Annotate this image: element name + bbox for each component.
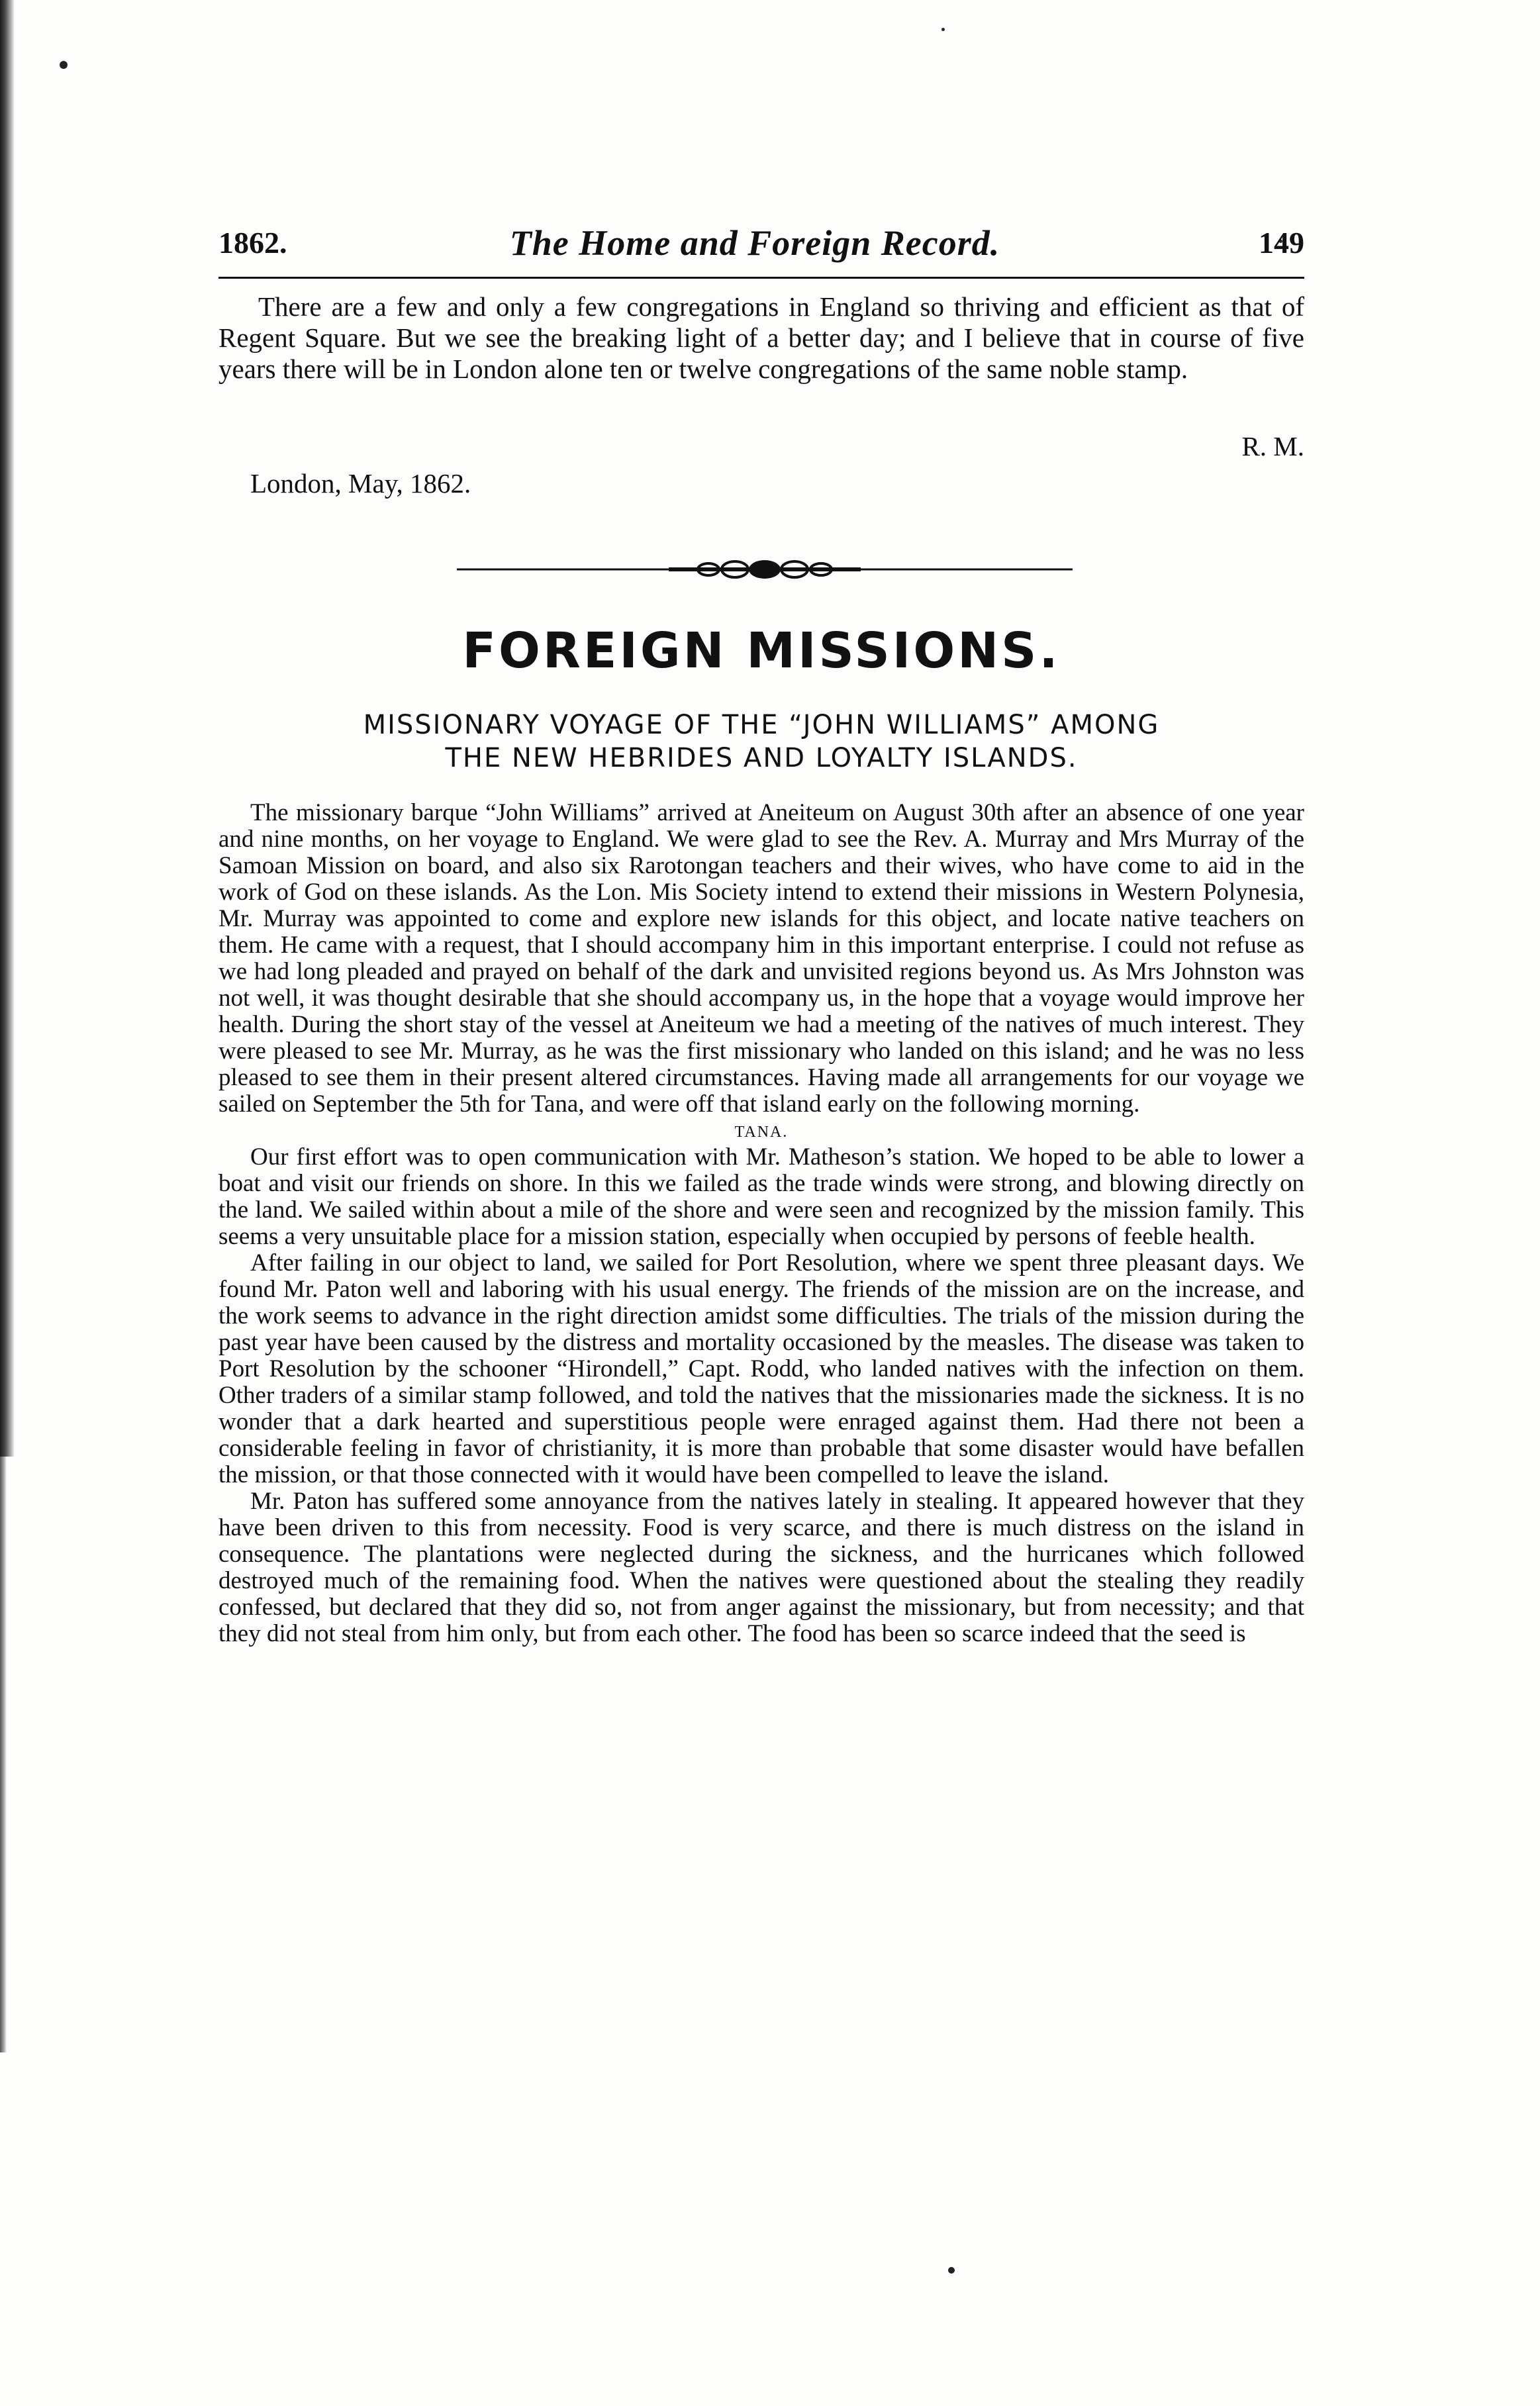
dateline: London, May, 1862. <box>250 468 471 499</box>
intro-paragraph: There are a few and only a few congregations in England so thriving and efficient as that of Regent Square. But we see the breaking light of a better day; and I believe that in course of five years there will be in London alone ten or twelve congregations of the same noble stamp. <box>218 291 1304 384</box>
body-paragraph: Mr. Paton has suffered some annoyance from the natives lately in stealing. It appeared however that they have been driven to this from necessity. Food is very scarce, and there is much distress on the island in consequence. The plantations were neglected during the sickness, and the hurricanes which followed destroyed much of the remaining food. When the natives were questioned about the stealing they readily confessed, but declared that they did so, not from anger against the missionary, but from necessity; and that they did not steal from him only, but from each other. The food has been so scarce indeed that the seed is <box>218 1488 1304 1647</box>
section-title: FOREIGN MISSIONS. <box>462 622 1061 679</box>
scan-speck <box>948 2267 955 2274</box>
body-paragraph: After failing in our object to land, we sailed for Port Resolution, where we spent three pleasant days. We found Mr. Paton well and laboring with his usual energy. The friends of the mission are on the increase, and the work seems to advance in the right direction amidst some difficulties. The trials of the mission during the past year have been caused by the distress and mortality occasioned by the measles. The disease was taken to Port Resolution by the schooner “Hirondell,” Capt. Rodd, who landed natives with the infection on them. Other traders of a similar stamp followed, and told the natives that the missionaries made the sickness. It is no wonder that a dark hearted and superstitious people were enraged against them. Had there not been a considerable feeling in favor of christianity, it is more than probable that some disaster would have befallen the mission, or that those connected with it would have been compelled to leave the island. <box>218 1249 1304 1488</box>
page-number: 149 <box>1259 226 1304 260</box>
scan-speck <box>60 61 68 69</box>
article-title-line-1: MISSIONARY VOYAGE OF THE “JOHN WILLIAMS” AMONG <box>363 710 1160 740</box>
article-title <box>218 708 1304 775</box>
intro-text-block <box>218 291 1304 385</box>
journal-title: The Home and Foreign Record. <box>509 223 1000 263</box>
header-year: 1862. <box>218 226 287 260</box>
binding-edge-shadow-lower <box>0 1457 7 2052</box>
running-head <box>218 225 1304 271</box>
scan-speck <box>941 28 945 31</box>
binding-edge-shadow <box>0 0 15 1457</box>
article-body <box>218 800 1304 1647</box>
ornamental-divider <box>457 556 1073 583</box>
subheading-tana: TANA. <box>734 1124 789 1141</box>
header-rule <box>218 277 1304 279</box>
body-paragraph: The missionary barque “John Williams” arrived at Aneiteum on August 30th after an absence of one year and nine months, on her voyage to England. We were glad to see the Rev. A. Murray and Mrs Murray of the Samoan Mission on board, and also six Rarotongan teachers and their wives, who have come to aid in the work of God on these islands. As the Lon. Mis Society intend to extend their missions in Western Polynesia, Mr. Murray was appointed to come and explore new islands for this object, and locate native teachers on them. He came with a request, that I should accompany him in this important enterprise. I could not refuse as we had long pleaded and prayed on behalf of the dark and unvisited regions beyond us. As Mrs Johnston was not well, it was thought desirable that she should accompany us, in the hope that a voyage would improve her health. During the short stay of the vessel at Aneiteum we had a meeting of the natives of much interest. They were pleased to see Mr. Murray, as he was the first missionary who landed on this island; and he was no less pleased to see them in their present altered circumstances. Having made all arrangements for our voyage we sailed on September the 5th for Tana, and were off that island early on the following morning. <box>218 799 1304 1118</box>
article-title-line-2: THE NEW HEBRIDES AND LOYALTY ISLANDS. <box>445 743 1078 773</box>
body-paragraph: Our first effort was to open communication with Mr. Matheson’s station. We hoped to be able to lower a boat and visit our friends on shore. In this we failed as the trade winds were strong, and blowing directly on the land. We sailed within about a mile of the shore and were seen and recognized by the mission family. This seems a very unsuitable place for a mission station, especially when occupied by persons of feeble health. <box>218 1143 1304 1250</box>
signature: R. M. <box>1241 431 1304 461</box>
